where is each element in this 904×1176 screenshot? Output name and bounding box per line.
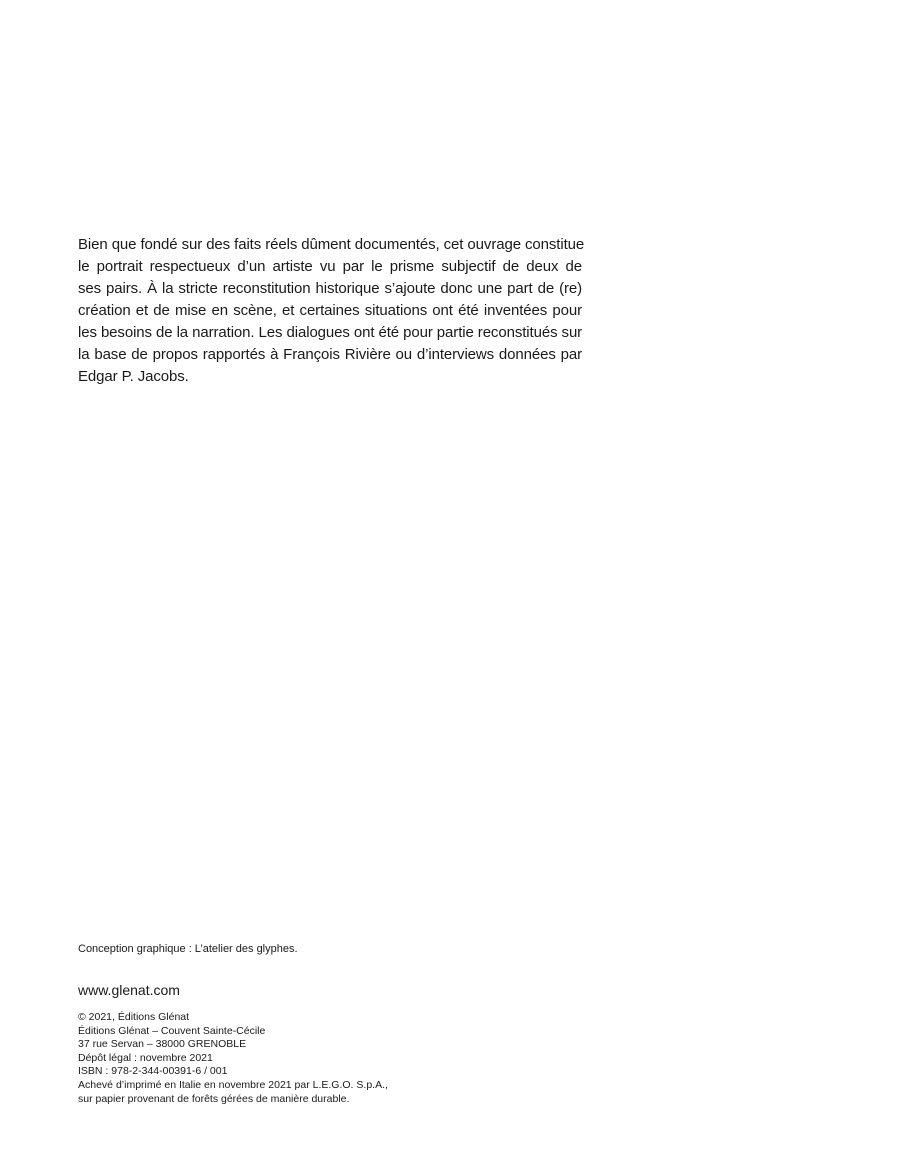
paper-line: sur papier provenant de forêts gérées de manière durable. [78, 1092, 350, 1105]
disclaimer-line: la base de propos rapportés à François Rivière ou d’interviews données par [78, 346, 582, 363]
printing-line: Achevé d’imprimé en Italie en novembre 2021 par L.E.G.O. S.p.A., [78, 1078, 388, 1091]
address-line: 37 rue Servan – 38000 GRENOBLE [78, 1038, 247, 1051]
disclaimer-line: les besoins de la narration. Les dialogues ont été pour partie reconstitués sur [78, 324, 583, 341]
isbn-line: ISBN : 978-2-344-00391-6 / 001 [78, 1065, 228, 1078]
disclaimer-line: le portrait respectueux d’un artiste vu par le prisme subjectif de deux de [78, 258, 582, 275]
disclaimer-line: Bien que fondé sur des faits réels dûment documentés, cet ouvrage constitue [78, 236, 585, 253]
copyright-line: © 2021, Éditions Glénat [78, 1011, 190, 1023]
disclaimer-line: ses pairs. À la stricte reconstitution historique s’ajoute donc une part de (re) [78, 280, 582, 297]
disclaimer-line: Edgar P. Jacobs. [78, 368, 189, 385]
disclaimer-paragraph [78, 234, 585, 388]
graphic-design-credit: Conception graphique : L’atelier des glyphes. [78, 943, 298, 955]
publisher-line: Éditions Glénat – Couvent Sainte-Cécile [78, 1024, 266, 1037]
imprint-block [78, 1011, 388, 1106]
disclaimer-line: création et de mise en scène, et certaines situations ont été inventées pour [78, 302, 582, 319]
legal-deposit-line: Dépôt légal : novembre 2021 [78, 1051, 213, 1064]
publisher-website: www.glenat.com [78, 982, 180, 998]
